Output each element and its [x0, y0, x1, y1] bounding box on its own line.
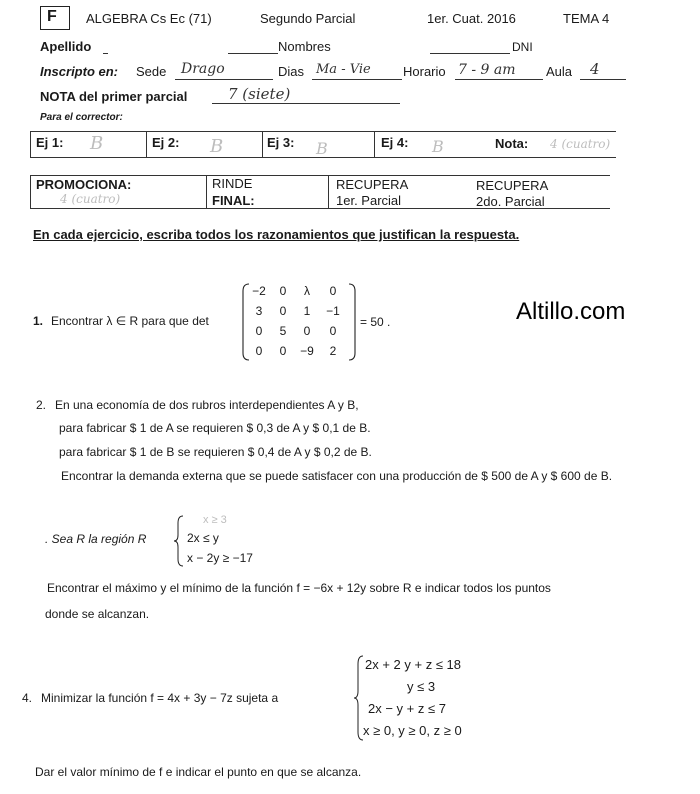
ex3-line: Encontrar el máximo y el mínimo de la función f = −6x + 12y sobre R e indicar todos los puntos — [47, 581, 551, 595]
recupera1-label: RECUPERA — [336, 177, 409, 192]
grades-divider — [30, 131, 31, 157]
ej2-grade: B — [210, 136, 224, 157]
nota-primer-value: 7 (siete) — [228, 85, 291, 103]
ej2-label: Ej 2: — [152, 135, 180, 150]
horario-field[interactable] — [455, 79, 543, 80]
matrix-cell: 0 — [279, 344, 287, 358]
instruction-text: En cada ejercicio, escriba todos los razonamientos que justifican la respuesta. — [33, 227, 520, 242]
dias-value: Ma - Vie — [316, 62, 371, 77]
ej1-label: Ej 1: — [36, 135, 64, 150]
matrix-right-bracket — [348, 283, 356, 361]
matrix-cell: 3 — [255, 304, 263, 318]
course-name: ALGEBRA Cs Ec (71) — [86, 11, 212, 26]
ej3-label: Ej 3: — [267, 135, 295, 150]
ex4-number: 4. — [22, 691, 33, 705]
status-divider — [30, 175, 31, 208]
horario-label: Horario — [403, 64, 446, 79]
matrix-cell: −2 — [252, 284, 266, 298]
grades-divider — [262, 131, 263, 157]
watermark: Altillo.com — [516, 298, 626, 325]
ex3-line: donde se alcanzan. — [45, 607, 150, 621]
matrix-cell: −1 — [326, 304, 340, 318]
aula-label: Aula — [546, 64, 573, 79]
matrix-cell: 0 — [255, 324, 263, 338]
ex1-number: 1. — [33, 314, 44, 328]
recupera2-parcial: 2do. Parcial — [476, 194, 545, 209]
ex4-condition: y ≤ 3 — [407, 679, 436, 694]
matrix-cell: 2 — [329, 344, 337, 358]
status-divider — [206, 175, 207, 208]
horario-value: 7 - 9 am — [458, 62, 516, 78]
ex2-line: Encontrar la demanda externa que se puede satisfacer con una producción de $ 500 de A y $ 600 de B. — [61, 469, 613, 483]
nombres-label: Nombres — [278, 39, 331, 54]
exam-name: Segundo Parcial — [260, 11, 356, 26]
final-label: FINAL: — [212, 193, 255, 208]
dni-label: DNI — [512, 40, 533, 54]
grades-top-line — [30, 131, 616, 132]
nota-primer-field[interactable] — [212, 103, 400, 104]
matrix-cell: 0 — [329, 284, 337, 298]
matrix-cell: 5 — [279, 324, 287, 338]
ex3-condition: x − 2y ≥ −17 — [187, 551, 253, 565]
ex4-final: Dar el valor mínimo de f e indicar el punto en que se alcanza. — [35, 765, 362, 779]
matrix-cell: −9 — [300, 344, 314, 358]
matrix-cell: 0 — [279, 284, 287, 298]
grades-divider — [146, 131, 147, 157]
nota-primer-label: NOTA del primer parcial — [40, 89, 188, 104]
ex3-intro: . Sea R la región R — [45, 532, 147, 546]
apellido-label: Apellido — [40, 39, 92, 54]
inscripto-label: Inscripto en: — [40, 64, 119, 79]
ej4-grade: B — [432, 137, 444, 156]
ej4-label: Ej 4: — [381, 135, 409, 150]
apellido-field[interactable] — [103, 53, 108, 54]
matrix-cell: 0 — [279, 304, 287, 318]
ex4-condition: 2x − y + z ≤ 7 — [368, 701, 446, 716]
nota-label: Nota: — [495, 136, 529, 151]
nota-grade: 4 (cuatro) — [550, 137, 611, 151]
nombres-field[interactable] — [430, 53, 510, 54]
aula-value: 4 — [590, 60, 600, 78]
ex3-brace — [173, 515, 185, 567]
para-corrector-label: Para el corrector: — [40, 112, 123, 123]
matrix-cell: 0 — [255, 344, 263, 358]
ej3-grade: B — [316, 139, 328, 158]
dias-label: Dias — [278, 64, 305, 79]
recupera2-label: RECUPERA — [476, 178, 549, 193]
ex4-condition: 2x + 2 y + z ≤ 18 — [365, 657, 462, 672]
matrix-cell: 1 — [303, 304, 311, 318]
status-top-line — [30, 175, 610, 176]
ex2-number: 2. — [36, 398, 47, 412]
matrix-cell: λ — [304, 284, 310, 298]
status-divider — [328, 175, 329, 208]
promociona-value: 4 (cuatro) — [60, 192, 121, 206]
matrix-cell: 0 — [329, 324, 337, 338]
matrix-cell: 0 — [303, 324, 311, 338]
rinde-label: RINDE — [212, 176, 253, 191]
aula-field[interactable] — [580, 79, 626, 80]
recupera1-parcial: 1er. Parcial — [336, 193, 402, 208]
promociona-label: PROMOCIONA: — [36, 177, 132, 192]
ej1-grade: B — [90, 133, 104, 154]
sede-field[interactable] — [175, 79, 273, 80]
ex1-rhs: = 50 . — [360, 315, 391, 329]
ex2-line: para fabricar $ 1 de A se requieren $ 0,3 de A y $ 0,1 de B. — [59, 421, 371, 435]
form-letter: F — [47, 8, 57, 25]
ex2-line: para fabricar $ 1 de B se requieren $ 0,4 de A y $ 0,2 de B. — [59, 445, 372, 459]
ex4-condition: x ≥ 0, y ≥ 0, z ≥ 0 — [363, 723, 462, 738]
apellido-field-line — [228, 53, 278, 54]
ex3-condition: x ≥ 3 — [203, 514, 227, 526]
exam-term: 1er. Cuat. 2016 — [427, 11, 516, 26]
sede-label: Sede — [136, 64, 167, 79]
sede-value: Drago — [181, 61, 225, 77]
dias-field[interactable] — [312, 79, 402, 80]
ex3-condition: 2x ≤ y — [187, 531, 219, 545]
exam-tema: TEMA 4 — [563, 11, 610, 26]
grades-divider — [374, 131, 375, 157]
ex4-text: Minimizar la función f = 4x + 3y − 7z sujeta a — [41, 691, 279, 705]
ex2-line: En una economía de dos rubros interdependientes A y B, — [55, 398, 359, 412]
ex1-text: Encontrar λ ∈ R para que det — [51, 314, 209, 328]
